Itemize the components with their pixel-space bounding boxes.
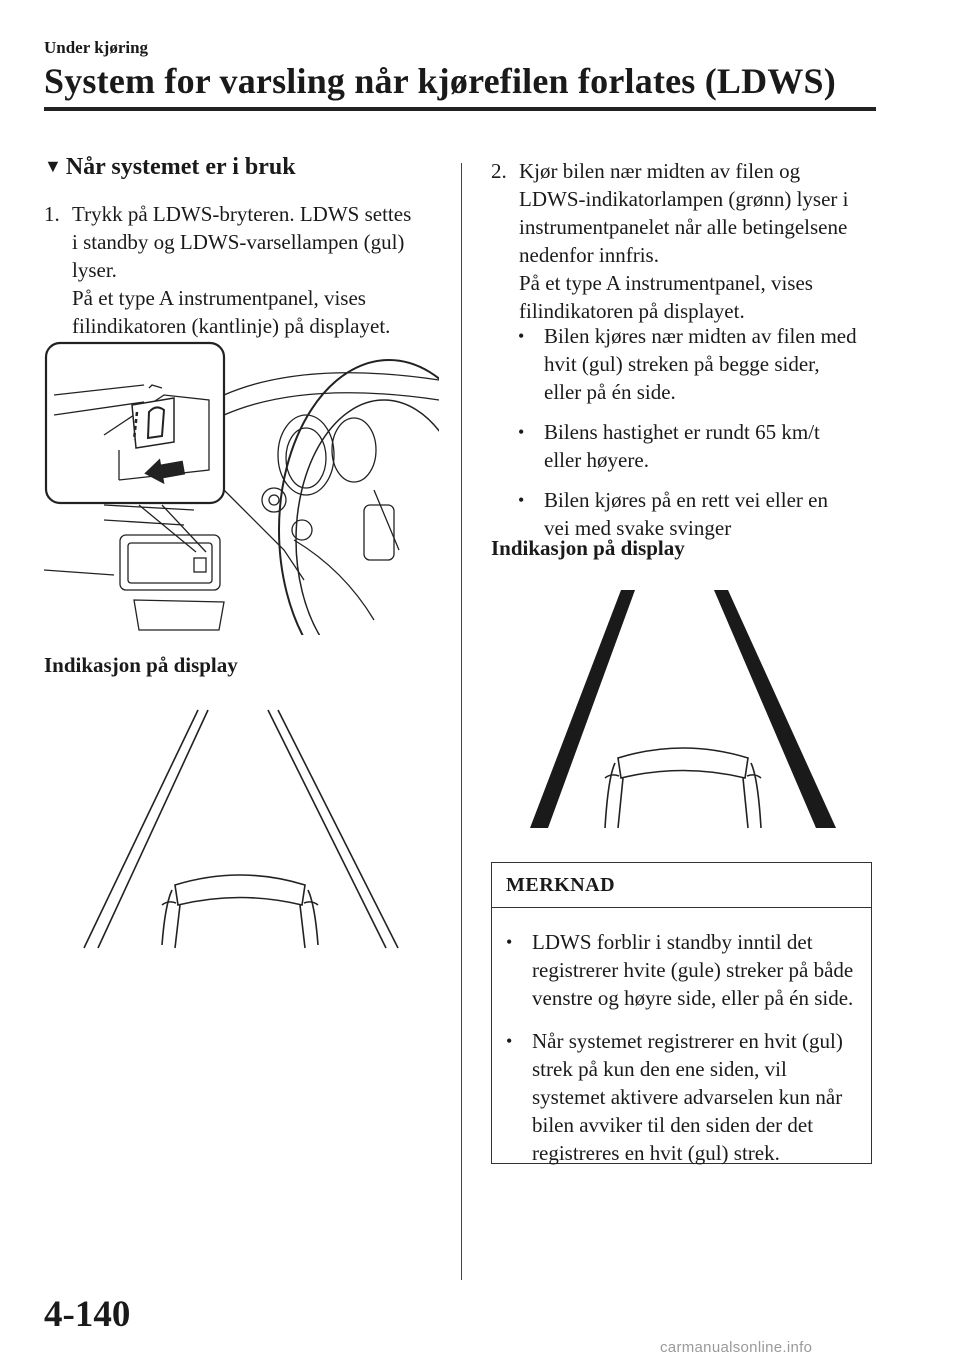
step-line: LDWS-indikatorlampen (grønn) lyser i bbox=[519, 187, 849, 211]
watermark: carmanualsonline.info bbox=[660, 1339, 813, 1356]
triangle-down-icon: ▼ bbox=[44, 156, 62, 176]
step-line: På et type A instrumentpanel, vises bbox=[72, 286, 366, 310]
step-line: i standby og LDWS-varsellampen (gul) bbox=[72, 230, 405, 254]
title-rule bbox=[44, 107, 876, 111]
step-line: filindikatoren på displayet. bbox=[519, 299, 745, 323]
car-icon bbox=[605, 748, 761, 828]
section-label: Under kjøring bbox=[44, 38, 149, 57]
note-box bbox=[491, 862, 872, 1164]
step-line: lyser. bbox=[72, 258, 117, 282]
display-label: Indikasjon på display bbox=[491, 536, 685, 560]
dashboard-illustration bbox=[44, 340, 439, 635]
page-title: System for varsling når kjørefilen forlates (LDWS) bbox=[44, 61, 836, 101]
list-item: • Bilens hastighet er rundt 65 km/t eller høyere. bbox=[518, 420, 820, 472]
note-item: • Når systemet registrerer en hvit (gul) strek på kun den ene siden, vil systemet aktivere advarselen kun når bilen avviker til den siden der det registreres en hvit (gul) strek. bbox=[506, 1029, 843, 1165]
page-number: 4-140 bbox=[44, 1294, 131, 1335]
condition-list bbox=[518, 322, 858, 554]
step-line: Kjør bilen nær midten av filen og bbox=[519, 159, 801, 183]
step-2 bbox=[491, 157, 881, 325]
step-line: instrumentpanelet når alle betingelsene bbox=[519, 215, 848, 239]
lane-indicator-outline bbox=[80, 705, 400, 950]
step-line: På et type A instrumentpanel, vises bbox=[519, 271, 813, 295]
step-line: nedenfor innfris. bbox=[519, 243, 659, 267]
column-divider bbox=[461, 163, 462, 1280]
step-number: 2. bbox=[491, 159, 507, 183]
step-line: Trykk på LDWS-bryteren. LDWS settes bbox=[72, 202, 412, 226]
car-icon bbox=[162, 875, 318, 948]
list-item: • Bilen kjøres nær midten av filen med hvit (gul) streken på begge sider, eller på én side. bbox=[518, 324, 857, 404]
lane-indicator-active bbox=[528, 588, 838, 830]
step-number: 1. bbox=[44, 202, 60, 226]
section-heading-text: Når systemet er i bruk bbox=[65, 154, 296, 180]
section-heading bbox=[44, 154, 296, 181]
note-title: MERKNAD bbox=[492, 863, 871, 908]
list-item: • Bilen kjøres på en rett vei eller en vei med svake svinger bbox=[518, 488, 828, 540]
step-1 bbox=[44, 200, 444, 340]
step-line: filindikatoren (kantlinje) på displayet. bbox=[72, 314, 391, 338]
display-label: Indikasjon på display bbox=[44, 653, 238, 677]
note-item: • LDWS forblir i standby inntil det registrerer hvite (gule) streker på både venstre og høyre side, eller på én side. bbox=[506, 930, 854, 1010]
